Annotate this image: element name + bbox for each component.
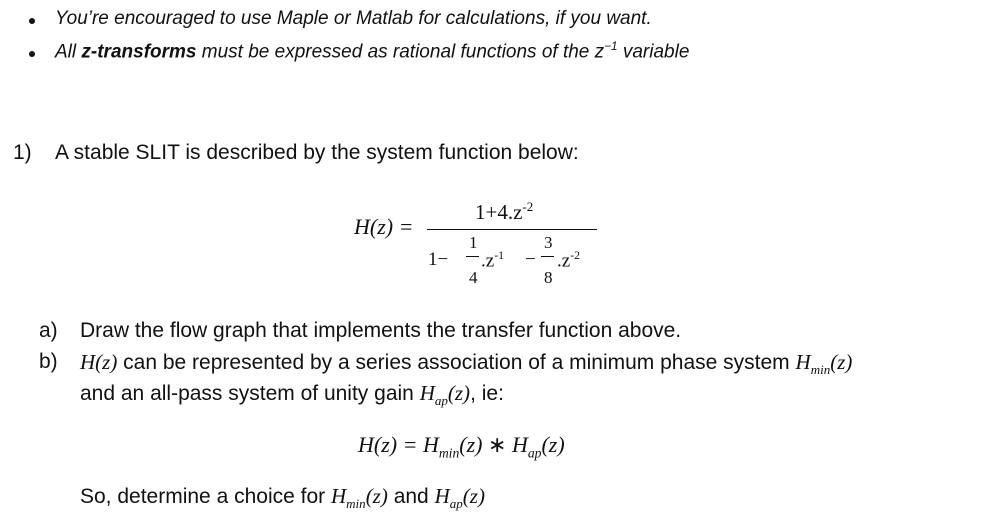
eq-lhs: H(z) = bbox=[358, 432, 423, 457]
equation-lhs: H(z) = bbox=[354, 214, 414, 239]
part-b-line2-post: , ie: bbox=[470, 382, 504, 405]
eq-hap-sub: ap bbox=[527, 445, 542, 461]
instruction-2-post: variable bbox=[617, 41, 690, 63]
hz-symbol: H(z) bbox=[80, 350, 118, 374]
instruction-2-mid: must be expressed as rational functions of the z bbox=[196, 41, 605, 63]
eq-hmin-h: H bbox=[422, 432, 439, 457]
eq-hap-arg: (z) bbox=[541, 432, 565, 457]
part-b-line3-text: So, determine a choice for bbox=[80, 485, 326, 508]
line3-hmin-h: H bbox=[330, 484, 347, 508]
part-b-line2-text: and an all-pass system of unity gain bbox=[80, 382, 414, 405]
eq-star: ∗ bbox=[482, 432, 512, 457]
eq-hap bbox=[511, 432, 565, 461]
den-frac1-den: 4 bbox=[469, 268, 478, 287]
equation-numerator bbox=[475, 199, 533, 225]
den-z2-exp: -2 bbox=[570, 249, 580, 262]
part-b-line1 bbox=[80, 350, 852, 378]
hmin-arg: (z) bbox=[830, 350, 853, 374]
hmin-sub: min bbox=[810, 362, 831, 378]
instruction-2 bbox=[55, 40, 689, 63]
line3-hap-h: H bbox=[434, 484, 450, 508]
eq-hap-h: H bbox=[511, 432, 528, 457]
part-b-line2 bbox=[80, 381, 504, 409]
hap-symbol bbox=[419, 381, 471, 409]
line3-hap bbox=[434, 484, 485, 512]
line3-hmin-sub: min bbox=[346, 496, 366, 512]
den-z2-text: .z bbox=[557, 250, 571, 272]
hmin-symbol bbox=[795, 350, 853, 378]
denominator-one: 1− bbox=[428, 249, 449, 270]
part-b-line1-text: can be represented by a series association of a minimum phase system bbox=[123, 351, 790, 374]
part-a-label: a) bbox=[39, 319, 58, 342]
part-a-text: Draw the flow graph that implements the transfer function above. bbox=[80, 319, 682, 342]
bullet-dot bbox=[29, 18, 35, 24]
den-frac2-den: 8 bbox=[544, 268, 553, 287]
hap-arg: (z) bbox=[447, 381, 471, 405]
hap-sub: ap bbox=[434, 393, 448, 409]
den-z1-text: .z bbox=[481, 250, 495, 272]
line3-hmin bbox=[330, 484, 388, 512]
den-frac2-bar bbox=[541, 256, 554, 257]
line3-hap-arg: (z) bbox=[462, 484, 485, 508]
main-fraction-bar bbox=[427, 229, 597, 230]
line3-hap-sub: ap bbox=[449, 496, 463, 512]
question-number: 1) bbox=[13, 141, 32, 164]
eq-hmin-arg: (z) bbox=[459, 432, 483, 457]
den-z1 bbox=[481, 249, 504, 272]
eq-hmin-sub: min bbox=[438, 445, 460, 461]
instruction-2-sup: −1 bbox=[604, 40, 618, 53]
decomposition-equation bbox=[358, 432, 565, 461]
den-frac1-bar bbox=[466, 256, 479, 257]
part-b-label: b) bbox=[39, 350, 58, 373]
den-minus: − bbox=[525, 249, 536, 270]
den-frac1-num: 1 bbox=[469, 233, 478, 252]
eq-hmin bbox=[422, 432, 483, 461]
line3-hmin-arg: (z) bbox=[365, 484, 388, 508]
bullet-dot bbox=[29, 51, 35, 57]
numerator-text: 1+4.z bbox=[475, 200, 523, 224]
den-frac2-num: 3 bbox=[544, 233, 553, 252]
hmin-h: H bbox=[795, 350, 811, 374]
numerator-exp: -2 bbox=[522, 199, 534, 214]
question-text: A stable SLIT is described by the system function below: bbox=[55, 141, 579, 164]
den-z2 bbox=[557, 249, 580, 272]
instruction-2-bold: z-transforms bbox=[81, 41, 197, 63]
instruction-1: You’re encouraged to use Maple or Matlab for calculations, if you want. bbox=[55, 8, 652, 29]
part-b-line3 bbox=[80, 484, 485, 512]
line3-and: and bbox=[393, 485, 429, 508]
hap-h: H bbox=[419, 381, 435, 405]
den-z1-exp: -1 bbox=[494, 249, 504, 262]
instruction-2-pre: All bbox=[55, 41, 82, 63]
